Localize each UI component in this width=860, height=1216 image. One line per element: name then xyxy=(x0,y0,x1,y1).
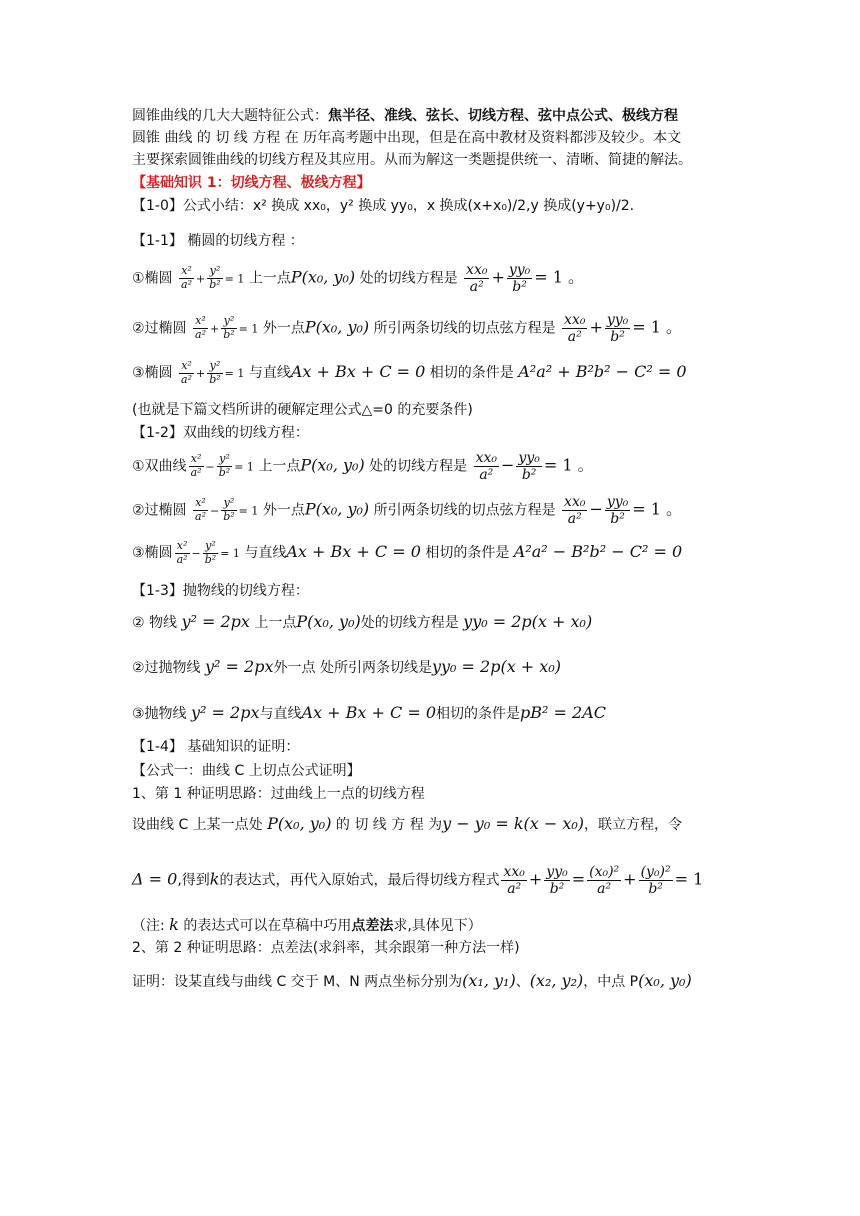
numerator: y² xyxy=(207,360,222,374)
ellipse-item-3 xyxy=(132,360,687,386)
item-label: ③椭圆 xyxy=(132,365,173,382)
point-expr: P(x₀, y₀) xyxy=(296,612,361,631)
frac-xx0-a2 xyxy=(562,312,587,345)
numerator: xx₀ xyxy=(564,494,586,510)
curve-expr: y² = 2px xyxy=(181,612,250,631)
frac-yy0-b2 xyxy=(544,864,569,897)
op: = 1 xyxy=(224,272,245,286)
frac-yy0-b2 xyxy=(605,312,630,345)
equation-end: = 1 。 xyxy=(534,267,585,287)
formula-one-title: 【公式一：曲线 C 上切点公式证明】 xyxy=(132,763,361,779)
denominator: a² xyxy=(597,881,612,898)
denominator: a² xyxy=(190,466,202,480)
text: 上一点 xyxy=(258,458,301,475)
op: = 1 xyxy=(238,504,259,518)
denominator: b² xyxy=(204,552,217,566)
curve-expr: y² = 2px xyxy=(191,703,260,722)
text: 的表达式可以在草稿中巧用 xyxy=(183,918,352,934)
text: 外一点 处所引两条切线是 xyxy=(273,660,432,676)
text: 、 xyxy=(515,974,530,990)
curve-expr: y² = 2px xyxy=(205,657,274,676)
denominator: a² xyxy=(181,278,192,292)
op: − xyxy=(209,504,220,518)
point-expr: P(x₀, y₀) xyxy=(267,814,332,833)
denominator: b² xyxy=(223,328,235,342)
text: 处的切线方程是 xyxy=(359,270,458,287)
hyperbola-item-2 xyxy=(132,494,682,527)
item-label: ①双曲线 xyxy=(132,458,187,475)
denominator: b² xyxy=(512,279,527,296)
denominator: b² xyxy=(610,329,625,346)
frac-yy0-b2 xyxy=(507,262,532,295)
numerator: xx₀ xyxy=(475,450,497,466)
frac-x2-a2 xyxy=(189,453,204,479)
frac-x2-a2 xyxy=(179,360,194,386)
proof-method-2: 2、第 2 种证明思路：点差法(求斜率，其余跟第一种方法一样) xyxy=(132,940,520,956)
denominator: a² xyxy=(469,279,484,296)
op: + xyxy=(589,317,603,337)
line-expr: Ax + Bx + C = 0 xyxy=(301,703,437,722)
frac-yy0-b2 xyxy=(605,494,630,527)
text: 上一点 xyxy=(254,615,297,631)
frac-x2-a2 xyxy=(193,497,208,523)
text: 相切的条件是 xyxy=(436,706,521,722)
intro-line-1 xyxy=(132,107,678,125)
denominator: b² xyxy=(610,511,625,528)
point-expr: P(x₀, y₀) xyxy=(300,455,365,475)
keyword: 点差法 xyxy=(351,918,394,934)
denominator: a² xyxy=(567,511,582,528)
frac-x2-a2 xyxy=(175,540,190,566)
text: 求,具体见下） xyxy=(393,918,482,934)
k-var: k xyxy=(169,915,179,934)
equation-end: = 1 。 xyxy=(632,317,683,337)
denominator: a² xyxy=(567,329,582,346)
parabola-item-2 xyxy=(132,658,561,677)
intro-keywords: 焦半径、准线、弦长、切线方程、弦中点公式、极线方程 xyxy=(328,108,678,124)
text: ，中点 P xyxy=(583,974,639,990)
line-expr: Ax + Bx + C = 0 xyxy=(290,362,426,382)
item-label: ② 物线 xyxy=(132,615,178,631)
op: + xyxy=(209,322,220,336)
numerator: (y₀)² xyxy=(640,864,671,880)
frac-y2-b2 xyxy=(207,360,222,386)
frac-y2-b2 xyxy=(203,540,218,566)
delta-expr: Δ = 0 xyxy=(132,869,178,889)
text: 处的切线方程是 xyxy=(369,458,468,475)
heading-hyperbola-tangent: 【1-2】双曲线的切线方程： xyxy=(132,425,309,441)
numerator: y² xyxy=(217,453,232,467)
text: 相切的条件是 xyxy=(429,365,514,382)
numerator: yy₀ xyxy=(606,312,629,328)
result-expr: yy₀ = 2p(x + x₀) xyxy=(463,612,593,631)
op: − xyxy=(501,455,515,475)
op: = xyxy=(571,869,586,889)
line-expr: Ax + Bx + C = 0 xyxy=(286,542,421,562)
denominator: a² xyxy=(195,328,206,342)
tangent-expr: y − y₀ = k(x − x₀) xyxy=(442,814,585,833)
item-label: ③抛物线 xyxy=(132,706,187,722)
numerator: y² xyxy=(221,315,236,329)
text: 与直线 xyxy=(244,545,287,562)
point-expr: (x₁, y₁) xyxy=(462,971,516,990)
denominator: a² xyxy=(479,467,494,484)
frac-x2-a2 xyxy=(179,265,194,291)
point-expr: P(x₀, y₀) xyxy=(304,317,370,337)
numerator: y² xyxy=(207,265,222,279)
text: 的表达式，再代入原始式，最后得切线方程式 xyxy=(219,872,500,889)
numerator: yy₀ xyxy=(606,494,629,510)
numerator: x² xyxy=(175,540,190,554)
numerator: (x₀)² xyxy=(589,864,620,880)
condition-expr: pB² = 2AC xyxy=(520,703,606,722)
op: − xyxy=(589,499,603,519)
numerator: y² xyxy=(203,540,218,554)
numerator: yy₀ xyxy=(508,262,531,278)
result-expr: yy₀ = 2p(x + x₀) xyxy=(431,657,561,676)
numerator: x² xyxy=(193,497,208,511)
equation-end: = 1 。 xyxy=(632,499,683,519)
op: + xyxy=(623,869,637,889)
op: + xyxy=(195,272,206,286)
op: = 1 xyxy=(238,322,259,336)
item-label: ②过椭圆 xyxy=(132,320,187,337)
frac-y2-b2 xyxy=(217,453,232,479)
section-title: 【基础知识 1：切线方程、极线方程】 xyxy=(132,175,371,191)
denominator: a² xyxy=(181,372,192,386)
numerator: yy₀ xyxy=(546,864,568,880)
numerator: y² xyxy=(221,497,236,511)
denominator: a² xyxy=(176,552,188,566)
heading-ellipse-tangent: 【1-1】 椭圆的切线方程 ： xyxy=(132,233,304,249)
heading-parabola-tangent: 【1-3】抛物线的切线方程： xyxy=(132,583,309,599)
op: = 1 xyxy=(234,460,254,474)
denominator: a² xyxy=(507,881,522,898)
denominator: b² xyxy=(648,881,663,898)
frac-yy0-b2 xyxy=(516,450,541,483)
frac-x0sq-a2 xyxy=(587,864,621,897)
frac-xx0-a2 xyxy=(562,494,587,527)
numerator: x² xyxy=(179,265,194,279)
ellipse-item-2 xyxy=(132,312,682,345)
frac-x2-a2 xyxy=(193,315,208,341)
text: 处的切线方程是 xyxy=(360,615,459,631)
k-var: k xyxy=(209,869,220,889)
frac-xx0-a2 xyxy=(501,864,526,897)
text: （注: xyxy=(132,918,165,934)
intro-line-2: 圆锥 曲线 的 切 线 方程 在 历年高考题中出现，但是在高中教材及资料都涉及较少。本文 xyxy=(132,130,682,146)
condition-expr: A²a² − B²b² − C² = 0 xyxy=(513,542,683,562)
text: 外一点 xyxy=(262,320,305,337)
text: 外一点 xyxy=(262,502,305,519)
op: = 1 xyxy=(220,547,240,561)
numerator: x² xyxy=(189,453,204,467)
equation-end: = 1 xyxy=(674,869,704,889)
denominator: b² xyxy=(209,278,221,292)
denominator: b² xyxy=(223,510,235,524)
item-label: ②过抛物线 xyxy=(132,660,201,676)
ellipse-item-1 xyxy=(132,262,584,295)
text: ，联立方程，令 xyxy=(584,817,683,833)
text: ,得到 xyxy=(177,872,210,889)
point-expr: (x₀, y₀) xyxy=(638,971,692,990)
hyperbola-item-1 xyxy=(132,450,594,483)
text: 与直线 xyxy=(248,365,291,382)
intro-line-3: 主要探索圆锥曲线的切线方程及其应用。从而为解这一类题提供统一、清晰、简捷的解法。 xyxy=(132,152,692,168)
text: 相切的条件是 xyxy=(425,545,510,562)
point-expr: (x₂, y₂) xyxy=(529,971,584,990)
text: 所引两条切线的切点弦方程是 xyxy=(373,320,556,337)
parabola-item-3 xyxy=(132,704,606,723)
op: − xyxy=(205,460,215,474)
numerator: xx₀ xyxy=(564,312,586,328)
remark-line xyxy=(132,916,482,935)
delta-line xyxy=(132,864,703,897)
frac-y2-b2 xyxy=(221,315,236,341)
numerator: x² xyxy=(179,360,194,374)
op: + xyxy=(195,367,206,381)
numerator: x² xyxy=(193,315,208,329)
denominator: b² xyxy=(209,372,221,386)
note-line: (也就是下篇文档所讲的硬解定理公式△=0 的充要条件) xyxy=(132,402,473,418)
denominator: b² xyxy=(521,467,537,484)
proof-2-line xyxy=(132,972,692,991)
parabola-item-1 xyxy=(132,613,592,632)
frac-xx0-a2 xyxy=(474,450,499,483)
intro-text: 圆锥曲线的几大大题特征公式： xyxy=(132,108,328,124)
text: 所引两条切线的切点弦方程是 xyxy=(373,502,556,519)
proof-1-line xyxy=(132,815,682,834)
text: 证明：设某直线与曲线 C 交于 M、N 两点坐标分别为 xyxy=(132,974,463,990)
denominator: b² xyxy=(218,466,231,480)
frac-y2-b2 xyxy=(207,265,222,291)
frac-xx0-a2 xyxy=(464,262,489,295)
point-expr: P(x₀, y₀) xyxy=(290,267,356,287)
item-label: ①椭圆 xyxy=(132,270,173,287)
equation-end: = 1 。 xyxy=(543,455,594,475)
hyperbola-item-3 xyxy=(132,540,682,566)
denominator: a² xyxy=(195,510,206,524)
text: 的 切 线 方 程 为 xyxy=(335,817,443,833)
item-label: ③椭圆 xyxy=(132,545,173,562)
op: + xyxy=(491,267,505,287)
heading-proofs: 【1-4】 基础知识的证明： xyxy=(132,739,300,755)
op: + xyxy=(528,869,543,889)
text: 上一点 xyxy=(248,270,291,287)
frac-y0sq-b2 xyxy=(639,864,673,897)
text: 与直线 xyxy=(259,706,302,722)
point-expr: P(x₀, y₀) xyxy=(304,499,370,519)
frac-y2-b2 xyxy=(221,497,236,523)
op: − xyxy=(191,547,201,561)
denominator: b² xyxy=(549,881,565,898)
numerator: xx₀ xyxy=(466,262,488,278)
item-label: ②过椭圆 xyxy=(132,502,187,519)
numerator: yy₀ xyxy=(518,450,540,466)
text: 设曲线 C 上某一点处 xyxy=(132,817,263,833)
numerator: xx₀ xyxy=(503,864,525,880)
proof-method-1: 1、第 1 种证明思路：过曲线上一点的切线方程 xyxy=(132,786,425,802)
condition-expr: A²a² + B²b² − C² = 0 xyxy=(518,362,687,382)
op: = 1 xyxy=(224,367,245,381)
formula-summary: 【1-0】公式小结：x² 换成 xx₀，y² 换成 yy₀，x 换成(x+x₀)/2,y 换成(y+y₀)/2. xyxy=(132,198,635,214)
